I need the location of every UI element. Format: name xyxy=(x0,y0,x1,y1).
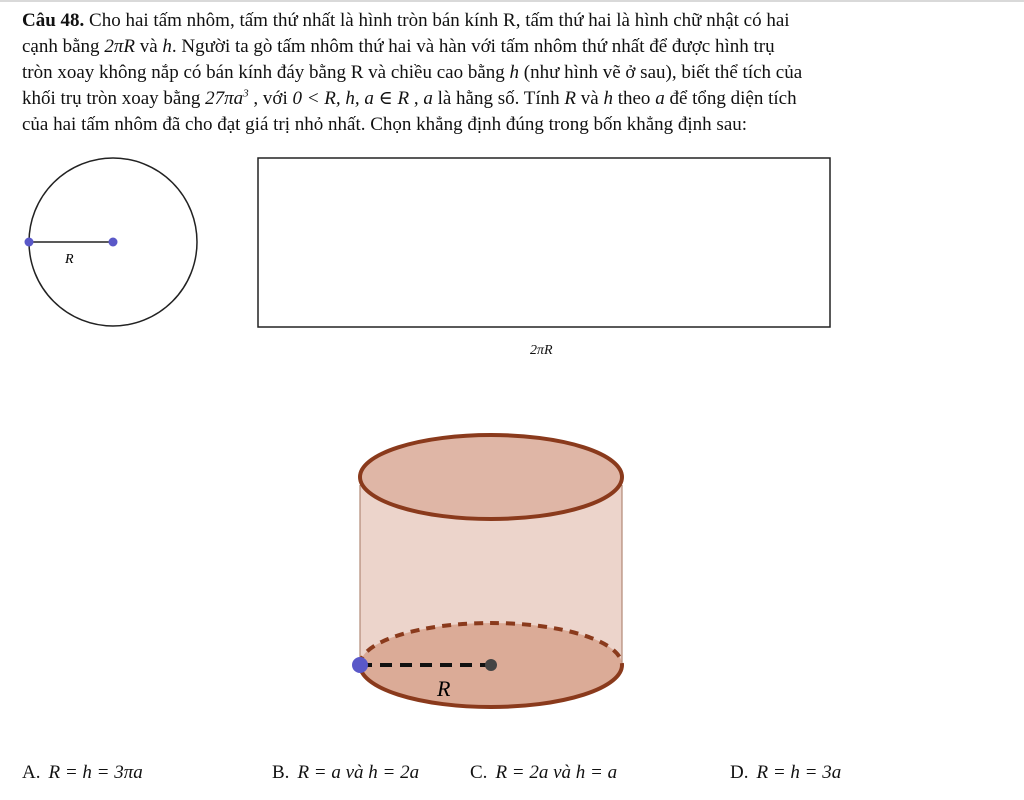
math-term: a xyxy=(423,88,433,109)
question-line-5 xyxy=(22,112,982,138)
question-line-1-body xyxy=(84,10,789,31)
question-line-1 xyxy=(22,8,982,34)
text-run: cạnh bằng xyxy=(22,36,105,57)
answer-b-label: B. xyxy=(272,762,290,783)
circle-sheet-figure xyxy=(20,150,210,335)
answer-d-label: D. xyxy=(730,762,749,783)
cylinder-center-point xyxy=(485,659,497,671)
answer-b-text: R = a và h = 2a xyxy=(297,762,420,783)
rectangle-sheet-figure xyxy=(255,152,835,332)
answer-b[interactable] xyxy=(272,762,419,784)
text-run: , với xyxy=(248,88,293,109)
answer-d[interactable] xyxy=(730,762,841,784)
text-run: để tổng diện tích xyxy=(664,88,797,109)
math-term: h xyxy=(162,36,172,57)
cylinder-figure xyxy=(340,420,640,720)
text-run: tròn xoay không nắp có bán kính đáy bằng R và chiều cao bằng xyxy=(22,62,510,83)
question-line-2 xyxy=(22,34,982,60)
math-exponent: 3 xyxy=(243,87,249,100)
answer-c[interactable] xyxy=(470,762,617,784)
answer-c-label: C. xyxy=(470,762,488,783)
rectangle-length-label: 2πR xyxy=(530,343,553,358)
question-line-4 xyxy=(22,86,982,112)
circle-edge-point xyxy=(25,238,34,247)
answer-c-text: R = 2a và h = a xyxy=(495,762,618,783)
math-term: h xyxy=(603,88,613,109)
math-term: a xyxy=(655,88,665,109)
answer-a-text: R = h = 3πa xyxy=(48,762,143,783)
answer-options xyxy=(22,762,1002,790)
math-term: h xyxy=(509,62,520,83)
text-run: (như hình vẽ ở sau), biết thể tích của xyxy=(519,62,803,83)
math-term: R xyxy=(564,88,577,109)
math-term: 0 < R, h, a ∈ R xyxy=(292,88,410,109)
text-run: khối trụ tròn xoay bằng xyxy=(22,88,206,109)
text-run: theo xyxy=(612,88,656,109)
text-run: và xyxy=(576,88,604,109)
math-term: 2πR xyxy=(104,36,135,57)
top-border xyxy=(0,0,1024,2)
text-run: , xyxy=(409,88,424,109)
text-run: Cho hai tấm nhôm, tấm thứ nhất là hình tròn bán kính R, tấm thứ hai là hình chữ nhật có hai xyxy=(84,10,790,31)
cylinder-edge-point xyxy=(352,657,368,673)
question-number: Câu 48. xyxy=(22,10,85,31)
rectangle-outline xyxy=(258,158,830,327)
text-run: và xyxy=(134,36,163,57)
question-line-3 xyxy=(22,60,982,86)
text-run: là hằng số. Tính xyxy=(432,88,565,109)
text-run: . Người ta gò tấm nhôm thứ hai và hàn với tấm nhôm thứ nhất để được hình trụ xyxy=(171,36,775,57)
cylinder-radius-label: R xyxy=(437,676,451,701)
text-run: của hai tấm nhôm đã cho đạt giá trị nhỏ nhất. Chọn khẳng định đúng trong bốn khẳng định sau: xyxy=(22,114,748,135)
answer-d-text: R = h = 3a xyxy=(756,762,842,783)
answer-a-label: A. xyxy=(22,762,41,783)
question-text xyxy=(22,8,982,138)
answer-a[interactable] xyxy=(22,762,143,784)
circle-radius-label: R xyxy=(65,252,74,267)
circle-center-point xyxy=(109,238,118,247)
math-term: 27πa xyxy=(205,88,244,109)
